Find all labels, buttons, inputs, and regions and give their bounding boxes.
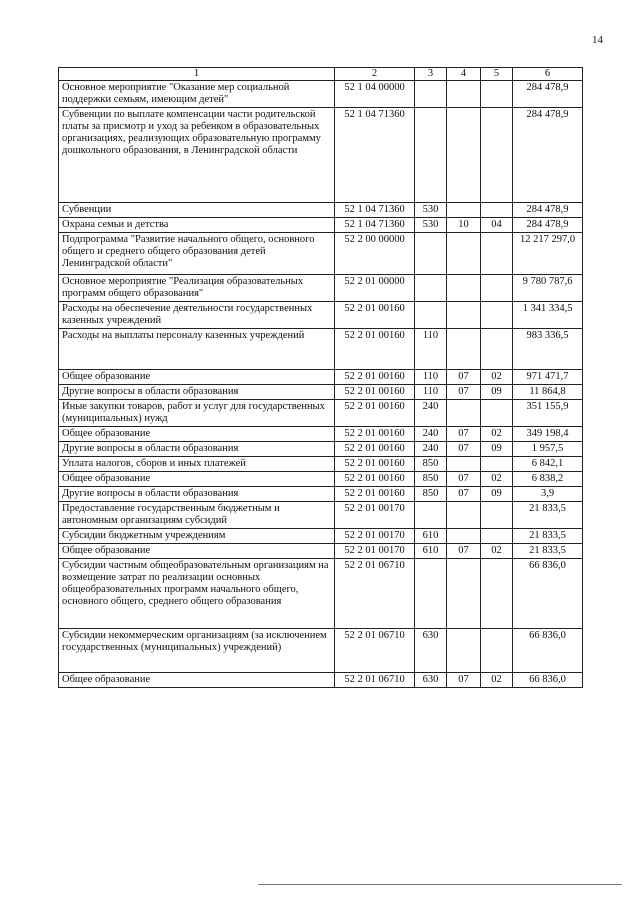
row-col4: 07 xyxy=(447,544,481,559)
row-amount: 284 478,9 xyxy=(513,81,583,108)
row-name: Основное мероприятие "Оказание мер социальной поддержки семьям, имеющим детей" xyxy=(59,81,335,108)
row-amount: 284 478,9 xyxy=(513,108,583,203)
table-row xyxy=(59,529,583,544)
row-amount: 66 836,0 xyxy=(513,673,583,688)
row-code: 52 2 01 00160 xyxy=(335,400,415,427)
table-row xyxy=(59,203,583,218)
row-name: Субвенции xyxy=(59,203,335,218)
row-code: 52 2 01 00170 xyxy=(335,529,415,544)
table-header-row xyxy=(59,68,583,81)
row-col3 xyxy=(415,233,447,275)
row-code: 52 2 01 00160 xyxy=(335,442,415,457)
row-amount: 66 836,0 xyxy=(513,629,583,673)
row-col5 xyxy=(481,81,513,108)
row-col5: 09 xyxy=(481,385,513,400)
row-name: Расходы на выплаты персоналу казенных учреждений xyxy=(59,329,335,370)
row-col3 xyxy=(415,275,447,302)
row-col5 xyxy=(481,400,513,427)
row-code: 52 2 01 00170 xyxy=(335,502,415,529)
row-col5 xyxy=(481,329,513,370)
row-col5: 02 xyxy=(481,472,513,487)
header-col-5: 5 xyxy=(481,68,513,81)
row-col3: 240 xyxy=(415,427,447,442)
row-code: 52 1 04 00000 xyxy=(335,81,415,108)
row-code: 52 2 01 00160 xyxy=(335,472,415,487)
row-code: 52 2 01 00160 xyxy=(335,427,415,442)
row-col3: 530 xyxy=(415,203,447,218)
row-amount: 11 864,8 xyxy=(513,385,583,400)
row-amount: 21 833,5 xyxy=(513,502,583,529)
row-code: 52 1 04 71360 xyxy=(335,108,415,203)
header-col-6: 6 xyxy=(513,68,583,81)
table-row xyxy=(59,370,583,385)
row-name: Общее образование xyxy=(59,427,335,442)
row-name: Другие вопросы в области образования xyxy=(59,385,335,400)
table-row xyxy=(59,233,583,275)
row-col4 xyxy=(447,400,481,427)
row-col3: 630 xyxy=(415,629,447,673)
row-code: 52 2 01 00000 xyxy=(335,275,415,302)
row-col5: 02 xyxy=(481,673,513,688)
row-col4 xyxy=(447,529,481,544)
row-col4: 07 xyxy=(447,673,481,688)
table-body xyxy=(59,81,583,688)
bottom-divider xyxy=(258,884,622,885)
row-col4 xyxy=(447,329,481,370)
row-name: Общее образование xyxy=(59,544,335,559)
row-col3: 110 xyxy=(415,370,447,385)
row-name: Уплата налогов, сборов и иных платежей xyxy=(59,457,335,472)
header-col-3: 3 xyxy=(415,68,447,81)
table-row xyxy=(59,275,583,302)
row-amount: 351 155,9 xyxy=(513,400,583,427)
row-col4: 07 xyxy=(447,487,481,502)
table-row xyxy=(59,442,583,457)
row-code: 52 2 01 00160 xyxy=(335,329,415,370)
row-col5 xyxy=(481,629,513,673)
row-col3: 530 xyxy=(415,218,447,233)
row-col3: 850 xyxy=(415,472,447,487)
row-amount: 66 836,0 xyxy=(513,559,583,629)
row-col3: 850 xyxy=(415,487,447,502)
page-number: 14 xyxy=(592,34,603,46)
row-col5: 04 xyxy=(481,218,513,233)
row-col3: 240 xyxy=(415,442,447,457)
row-col4 xyxy=(447,457,481,472)
row-col3 xyxy=(415,559,447,629)
row-name: Субсидии некоммерческим организациям (за исключением государственных (муниципальных) учреждений) xyxy=(59,629,335,673)
row-col3: 850 xyxy=(415,457,447,472)
row-name: Иные закупки товаров, работ и услуг для государственных (муниципальных) нужд xyxy=(59,400,335,427)
row-col4 xyxy=(447,108,481,203)
table-row xyxy=(59,427,583,442)
row-code: 52 2 01 00160 xyxy=(335,370,415,385)
table-row xyxy=(59,400,583,427)
row-code: 52 2 01 06710 xyxy=(335,629,415,673)
row-col5 xyxy=(481,302,513,329)
row-code: 52 2 01 00170 xyxy=(335,544,415,559)
row-amount: 284 478,9 xyxy=(513,203,583,218)
table-row xyxy=(59,502,583,529)
row-col3 xyxy=(415,108,447,203)
header-col-4: 4 xyxy=(447,68,481,81)
row-code: 52 2 01 00160 xyxy=(335,487,415,502)
row-amount: 21 833,5 xyxy=(513,544,583,559)
row-col5: 02 xyxy=(481,544,513,559)
row-col4 xyxy=(447,275,481,302)
row-amount: 12 217 297,0 xyxy=(513,233,583,275)
row-name: Основное мероприятие "Реализация образовательных программ общего образования" xyxy=(59,275,335,302)
table-row xyxy=(59,472,583,487)
row-col3 xyxy=(415,502,447,529)
row-col4: 07 xyxy=(447,472,481,487)
row-col3: 610 xyxy=(415,544,447,559)
row-name: Субсидии частным общеобразовательным организациям на возмещение затрат по реализации основных общеобразовательных программ начального общего, основного общего, среднего общего образования xyxy=(59,559,335,629)
row-amount: 349 198,4 xyxy=(513,427,583,442)
row-amount: 284 478,9 xyxy=(513,218,583,233)
table-row xyxy=(59,329,583,370)
row-name: Субвенции по выплате компенсации части родительской платы за присмотр и уход за ребенком в образовательных организациях, реализующих образовательную программу дошкольного образования, в Ленинградской области xyxy=(59,108,335,203)
row-col3: 110 xyxy=(415,385,447,400)
row-col5 xyxy=(481,457,513,472)
table-row xyxy=(59,629,583,673)
row-col4 xyxy=(447,559,481,629)
row-col5 xyxy=(481,275,513,302)
table-row xyxy=(59,108,583,203)
row-col5 xyxy=(481,502,513,529)
row-name: Общее образование xyxy=(59,673,335,688)
row-col4 xyxy=(447,233,481,275)
row-col3 xyxy=(415,81,447,108)
row-amount: 1 341 334,5 xyxy=(513,302,583,329)
row-col3: 110 xyxy=(415,329,447,370)
row-col5: 02 xyxy=(481,427,513,442)
row-col4: 07 xyxy=(447,442,481,457)
row-col4 xyxy=(447,302,481,329)
row-col4 xyxy=(447,629,481,673)
header-col-2: 2 xyxy=(335,68,415,81)
row-col4 xyxy=(447,203,481,218)
table-row xyxy=(59,673,583,688)
row-code: 52 1 04 71360 xyxy=(335,218,415,233)
table-row xyxy=(59,81,583,108)
header-col-1: 1 xyxy=(59,68,335,81)
row-code: 52 1 04 71360 xyxy=(335,203,415,218)
row-name: Охрана семьи и детства xyxy=(59,218,335,233)
row-col3: 240 xyxy=(415,400,447,427)
row-code: 52 2 01 00160 xyxy=(335,457,415,472)
row-code: 52 2 01 00160 xyxy=(335,385,415,400)
row-col5 xyxy=(481,559,513,629)
row-code: 52 2 01 06710 xyxy=(335,559,415,629)
row-col5: 09 xyxy=(481,442,513,457)
row-col4: 07 xyxy=(447,385,481,400)
table-row xyxy=(59,218,583,233)
row-name: Другие вопросы в области образования xyxy=(59,442,335,457)
row-name: Предоставление государственным бюджетным и автономным организациям субсидий xyxy=(59,502,335,529)
row-col3 xyxy=(415,302,447,329)
row-col4 xyxy=(447,502,481,529)
row-amount: 6 842,1 xyxy=(513,457,583,472)
row-amount: 6 838,2 xyxy=(513,472,583,487)
row-col5 xyxy=(481,203,513,218)
row-col5 xyxy=(481,108,513,203)
row-col5: 02 xyxy=(481,370,513,385)
table-row xyxy=(59,457,583,472)
table-row xyxy=(59,302,583,329)
row-amount: 1 957,5 xyxy=(513,442,583,457)
table-row xyxy=(59,487,583,502)
row-code: 52 2 01 06710 xyxy=(335,673,415,688)
row-code: 52 2 01 00160 xyxy=(335,302,415,329)
table-row xyxy=(59,544,583,559)
row-name: Другие вопросы в области образования xyxy=(59,487,335,502)
budget-table xyxy=(58,67,583,688)
row-name: Общее образование xyxy=(59,472,335,487)
row-col4 xyxy=(447,81,481,108)
row-amount: 971 471,7 xyxy=(513,370,583,385)
row-amount: 3,9 xyxy=(513,487,583,502)
row-name: Подпрограмма "Развитие начального общего, основного общего и среднего общего образования детей Ленинградской области" xyxy=(59,233,335,275)
table-row xyxy=(59,385,583,400)
row-col5 xyxy=(481,233,513,275)
row-col4: 07 xyxy=(447,370,481,385)
row-col4: 10 xyxy=(447,218,481,233)
row-name: Расходы на обеспечение деятельности государственных казенных учреждений xyxy=(59,302,335,329)
row-col3: 610 xyxy=(415,529,447,544)
row-col3: 630 xyxy=(415,673,447,688)
row-amount: 9 780 787,6 xyxy=(513,275,583,302)
row-name: Субсидии бюджетным учреждениям xyxy=(59,529,335,544)
row-name: Общее образование xyxy=(59,370,335,385)
row-amount: 21 833,5 xyxy=(513,529,583,544)
row-amount: 983 336,5 xyxy=(513,329,583,370)
row-col5: 09 xyxy=(481,487,513,502)
row-col4: 07 xyxy=(447,427,481,442)
row-code: 52 2 00 00000 xyxy=(335,233,415,275)
row-col5 xyxy=(481,529,513,544)
table-row xyxy=(59,559,583,629)
